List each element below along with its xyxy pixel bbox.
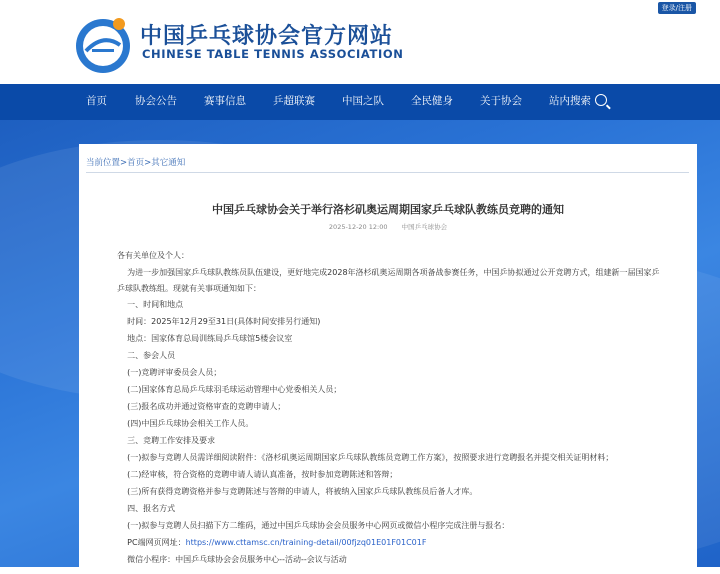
article-paragraph: (一)拟参与竞聘人员需详细阅读附件：《洛杉矶奥运周期国家乒乓球队教练员竞聘工作方案》，按照要求进行竞聘报名并提交相关证明材料；	[117, 453, 614, 462]
article-date: 2025-12-20 12:00	[328, 223, 388, 231]
article-paragraph: 一、时间和地点	[117, 300, 184, 309]
article-paragraph: (三)所有获得竞聘资格并参与竞聘陈述与答辩的申请人，将被纳入国家乒乓球队教练员后备人才库。	[117, 487, 478, 496]
article-paragraph	[117, 537, 426, 548]
content-panel	[79, 144, 697, 574]
login-register-button[interactable]: 登录/注册	[658, 2, 696, 14]
nav-item-about[interactable]: 关于协会	[480, 95, 522, 107]
article-paragraph: 为进一步加强国家乒乓球队教练员队伍建设，更好地完成2028年洛杉矶奥运周期各项备战参赛任务，中国乒协拟通过公开竞聘方式，组建新一届国家乒	[117, 268, 660, 277]
article-paragraph: 时间：2025年12月29至31日(具体时间安排另行通知)	[117, 317, 321, 326]
site-title-cn: 中国乒乓球协会官方网站	[140, 24, 394, 49]
article-paragraph: 微信小程序：中国乒乓球协会会员服务中心--活动--会议与活动	[117, 555, 347, 564]
article-paragraph: (一)拟参与竞聘人员扫描下方二维码，通过中国乒乓球协会会员服务中心网页或微信小程序完成注册与报名：	[117, 521, 510, 530]
nav-item-fitness[interactable]: 全民健身	[411, 95, 453, 107]
article-paragraph: (二)国家体育总局乒乓球羽毛球运动管理中心党委相关人员；	[117, 385, 342, 394]
main-nav	[0, 84, 720, 120]
nav-search-label: 站内搜索	[549, 95, 591, 107]
article-paragraph: (三)报名成功并通过资格审查的竞聘申请人；	[117, 402, 286, 411]
article-title: 中国乒乓球协会关于举行洛杉矶奥运周期国家乒乓球队教练员竞聘的通知	[212, 203, 564, 216]
article-paragraph: 三、竞聘工作安排及要求	[117, 436, 216, 445]
nav-item-announcements[interactable]: 协会公告	[135, 95, 177, 107]
article-paragraph: 各有关单位及个人：	[117, 251, 189, 260]
site-title-en: CHINESE TABLE TENNIS ASSOCIATION	[142, 47, 404, 61]
article-paragraph: 二、参会人员	[117, 351, 176, 360]
article-paragraph: 四、报名方式	[117, 504, 176, 513]
article-paragraph: 乒球队教练组。现就有关事项通知如下：	[117, 284, 261, 293]
article-source: 中国乒乓球协会	[401, 223, 448, 231]
nav-item-super-league[interactable]: 乒超联赛	[273, 95, 315, 107]
breadcrumb[interactable]: 当前位置>首页>其它通知	[86, 158, 186, 168]
article-paragraph: (一)竞聘评审委员会人员；	[117, 368, 222, 377]
article-meta	[79, 222, 697, 231]
site-header	[0, 0, 720, 84]
nav-search[interactable]	[549, 84, 607, 120]
nav-item-events[interactable]: 赛事信息	[204, 95, 246, 107]
article-paragraph: 地点：国家体育总局训练局乒乓球馆5楼会议室	[117, 334, 293, 343]
nav-item-national-team[interactable]: 中国之队	[342, 95, 384, 107]
article-paragraph: (二)经审核，符合资格的竞聘申请人请认真准备，按时参加竞聘陈述和答辩；	[117, 470, 398, 479]
nav-item-home[interactable]: 首页	[86, 95, 107, 107]
article-paragraph: (四)中国乒乓球协会相关工作人员。	[117, 419, 254, 428]
ctta-logo[interactable]	[72, 13, 134, 75]
search-icon[interactable]	[595, 94, 607, 106]
pc-url-label: PC端网页网址：	[117, 538, 186, 547]
breadcrumb-divider	[86, 172, 689, 173]
pc-url-link[interactable]: https://www.cttamsc.cn/training-detail/00fjzq01E01F01C01F	[185, 538, 427, 547]
